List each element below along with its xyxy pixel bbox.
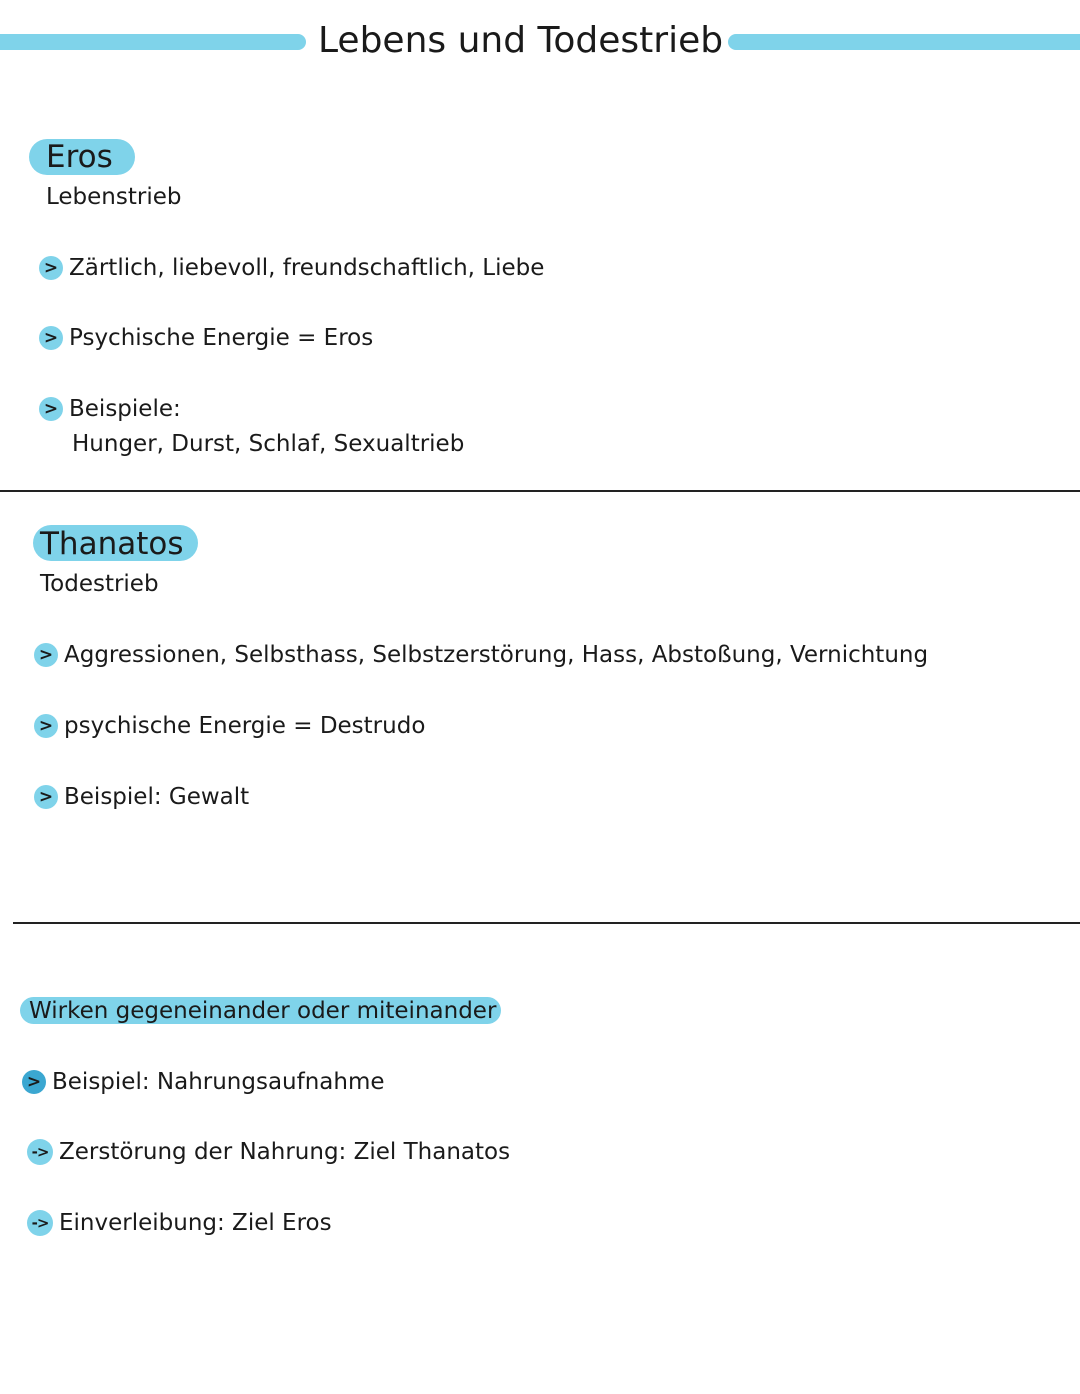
arrow-right-icon: ->	[27, 1210, 53, 1236]
chevron-right-icon: >	[34, 714, 58, 738]
eros-bullet-3-text: Beispiele:	[69, 396, 181, 422]
thanatos-bullet-3-text: Beispiel: Gewalt	[64, 784, 250, 810]
eros-heading: Eros	[29, 139, 135, 175]
chevron-right-icon: >	[39, 397, 63, 421]
thanatos-subtitle: Todestrieb	[40, 571, 159, 597]
chevron-right-icon: >	[39, 256, 63, 280]
thanatos-heading: Thanatos	[33, 525, 198, 561]
thanatos-bullet-2	[34, 711, 425, 741]
thanatos-bullet-1	[34, 640, 928, 670]
title-decoration-right	[728, 34, 1080, 50]
thanatos-bullet-1-text: Aggressionen, Selbsthass, Selbstzerstörung, Hass, Abstoßung, Vernichtung	[64, 642, 929, 668]
eros-bullet-2-text: Psychische Energie = Eros	[69, 325, 374, 351]
chevron-right-icon: >	[34, 643, 58, 667]
eros-examples: Hunger, Durst, Schlaf, Sexualtrieb	[72, 431, 465, 457]
thanatos-bullet-3	[34, 782, 249, 812]
arrow-right-icon: ->	[27, 1139, 53, 1165]
interaction-bullet-2	[27, 1137, 510, 1167]
interaction-bullet-3-text: Einverleibung: Ziel Eros	[59, 1210, 332, 1236]
chevron-right-icon: >	[39, 326, 63, 350]
thanatos-bullet-2-text: psychische Energie = Destrudo	[64, 713, 426, 739]
interaction-bullet-3	[27, 1208, 332, 1238]
chevron-right-icon: >	[22, 1070, 46, 1094]
eros-bullet-3	[39, 394, 181, 424]
eros-bullet-1	[39, 253, 544, 283]
section-divider	[13, 922, 1080, 924]
section-divider	[0, 490, 1080, 492]
interaction-heading: Wirken gegeneinander oder miteinander	[20, 997, 501, 1024]
title-decoration-left	[0, 34, 306, 50]
eros-bullet-2	[39, 323, 373, 353]
interaction-bullet-2-text: Zerstörung der Nahrung: Ziel Thanatos	[59, 1139, 511, 1165]
eros-bullet-1-text: Zärtlich, liebevoll, freundschaftlich, Liebe	[69, 255, 545, 281]
eros-subtitle: Lebenstrieb	[46, 184, 182, 210]
interaction-bullet-1-text: Beispiel: Nahrungsaufnahme	[52, 1069, 385, 1095]
page-title: Lebens und Todestrieb	[318, 20, 724, 61]
interaction-bullet-1	[22, 1067, 385, 1097]
chevron-right-icon: >	[34, 785, 58, 809]
